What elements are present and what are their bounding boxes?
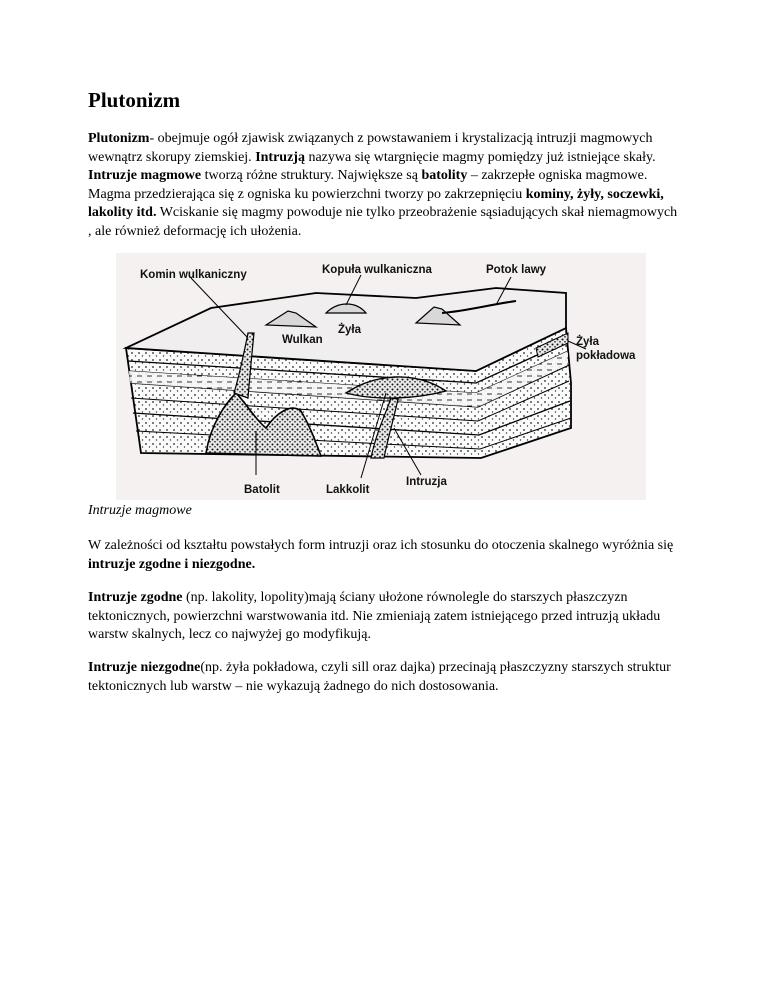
text-run: W zależności od kształtu powstałych form intruzji oraz ich stosunku do otoczenia skalnego wyróżnia się xyxy=(88,538,674,553)
text-run: Wciskanie się magmy powoduje nie tylko przeobrażenie sąsiadujących skał niemagmowych , ale również deformację ich ułożenia. xyxy=(88,205,678,239)
bold-term: Intruzje niezgodne xyxy=(88,660,201,675)
bold-term: Intruzją xyxy=(255,149,305,165)
text-run: tworzą różne struktury. Największe są xyxy=(201,168,422,183)
paragraph-classification xyxy=(88,537,678,574)
label-batolit: Batolit xyxy=(244,484,280,496)
text-run: nazywa się wtargnięcie magmy pomiędzy już istniejące skały. xyxy=(304,149,656,165)
bold-term: intruzje zgodne i niezgodne. xyxy=(88,556,256,572)
text-run: (np. żyła pokładowa, czyli sill oraz dajka) przecinają płaszczyzny starszych struktur tektonicznych lub warstw – nie wykazują żadnego do nich dostosowania. xyxy=(88,660,671,694)
label-zyla-pokladowa-2: pokładowa xyxy=(576,350,636,362)
bold-term: kominy, żyły, soczewki, lakolity itd. xyxy=(88,186,664,220)
text-run: - obejmuje ogół zjawisk związanych z powstawaniem i krystalizacją intruzji magmowych wewnątrz skorupy ziemskiej. xyxy=(88,131,653,165)
label-lakkolit: Lakkolit xyxy=(326,484,370,496)
diagram-svg xyxy=(116,253,646,500)
label-kopula: Kopuła wulkaniczna xyxy=(322,264,432,276)
paragraph-discordant xyxy=(88,659,678,696)
label-intruzja: Intruzja xyxy=(406,476,447,488)
intrusions-diagram xyxy=(116,253,646,500)
label-zyla-pokladowa-1: Żyła xyxy=(576,336,600,348)
page-title: Plutonizm xyxy=(88,88,181,112)
figure-caption: Intruzje magmowe xyxy=(88,503,192,518)
text-run: (np. lakolity, lopolity)mają ściany ułożone równolegle do starszych płaszczyzn tektonicznych, powierzchni warstwowania itd. Nie zmieniają zatem istniejącego przed intruzją układu warstw skalnych, lecz co najwyżej go modyfikują. xyxy=(88,590,661,642)
label-zyla: Żyła xyxy=(338,324,362,336)
bold-term: batolity xyxy=(421,168,468,183)
text-run: – zakrzepłe ogniska magmowe. Magma przedzierająca się z ogniska ku powierzchni tworzy po zakrzepnięciu xyxy=(88,168,648,202)
bold-term: Intruzje zgodne xyxy=(88,590,183,605)
label-komin: Komin wulkaniczny xyxy=(140,269,247,281)
label-potok: Potok lawy xyxy=(486,264,547,276)
label-wulkan: Wulkan xyxy=(282,334,323,346)
paragraph-concordant xyxy=(88,589,678,645)
intro-paragraph xyxy=(88,130,678,241)
bold-term: Intruzje magmowe xyxy=(88,168,202,183)
bold-term: Plutonizm xyxy=(88,131,150,146)
